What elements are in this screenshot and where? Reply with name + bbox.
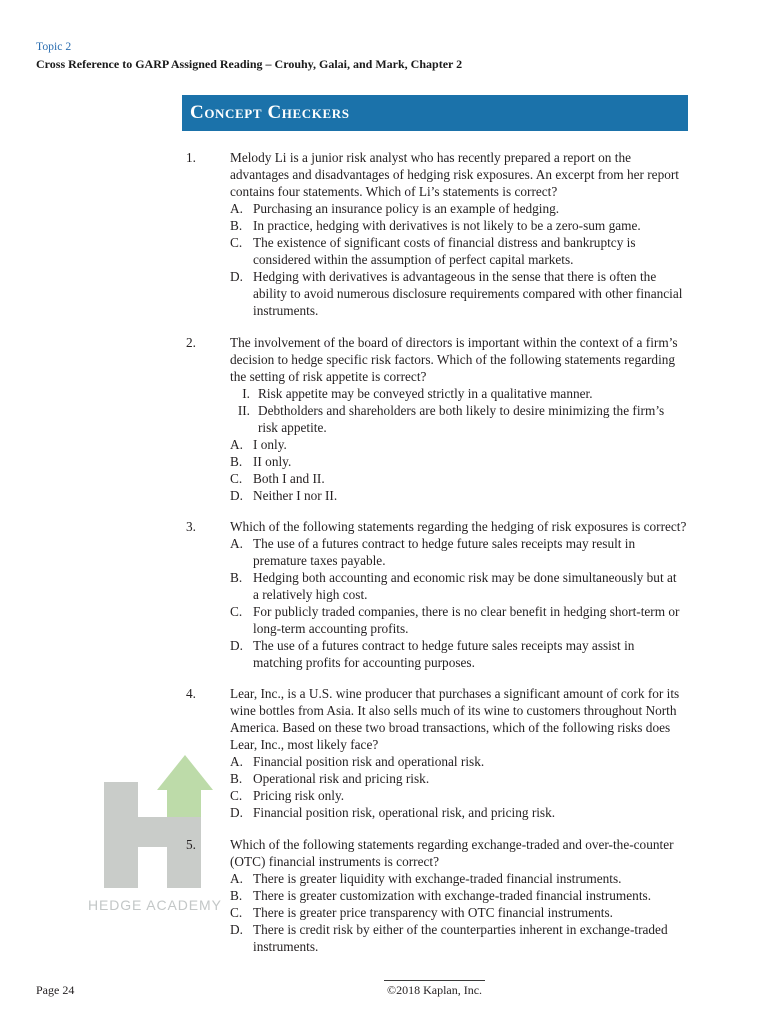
answer-option-c bbox=[230, 904, 674, 921]
question-stem: Melody Li is a junior risk analyst who has recently prepared a report on the advantages and disadvantages of hedging risk exposures. An excerpt from her report contains four statements. Which of Li’s statements is correct? bbox=[230, 150, 679, 199]
statement-text: Risk appetite may be conveyed strictly in a qualitative manner. bbox=[258, 386, 593, 401]
statement-label: I. bbox=[242, 386, 250, 401]
page-number: Page 24 bbox=[36, 983, 75, 997]
question-number: 1. bbox=[186, 150, 196, 165]
question-2 bbox=[186, 334, 678, 504]
answer-option-c bbox=[230, 787, 679, 804]
option-label: A. bbox=[230, 437, 243, 452]
option-text: There is greater liquidity with exchange-traded financial instruments. bbox=[253, 871, 622, 886]
watermark-text: HEDGE ACADEMY bbox=[88, 897, 222, 913]
option-label: B. bbox=[230, 218, 243, 233]
option-text: Financial position risk, operational risk, and pricing risk. bbox=[253, 805, 556, 820]
answer-option-d bbox=[230, 268, 682, 319]
answer-option-d bbox=[230, 804, 679, 821]
statement-i bbox=[230, 385, 678, 402]
option-label: C. bbox=[230, 788, 243, 803]
section-title: Concept Checkers bbox=[190, 102, 350, 123]
option-label: D. bbox=[230, 922, 243, 937]
answer-option-a bbox=[230, 870, 674, 887]
answer-option-a bbox=[230, 200, 682, 217]
option-label: C. bbox=[230, 905, 243, 920]
option-text: Hedging both accounting and economic risk may be done simultaneously but at a relatively high cost. bbox=[253, 570, 677, 602]
option-label: C. bbox=[230, 604, 243, 619]
option-text: For publicly traded companies, there is no clear benefit in hedging short-term or long-term accounting profits. bbox=[253, 604, 680, 636]
option-text: The use of a futures contract to hedge future sales receipts may assist in matching profits for accounting purposes. bbox=[253, 638, 635, 670]
statement-ii bbox=[230, 402, 678, 436]
answer-option-a bbox=[230, 436, 678, 453]
option-text: The existence of significant costs of financial distress and bankruptcy is considered within the assumption of perfect capital markets. bbox=[253, 235, 636, 267]
answer-option-d bbox=[230, 487, 678, 504]
answer-option-d bbox=[230, 637, 686, 671]
option-label: A. bbox=[230, 201, 243, 216]
option-label: C. bbox=[230, 471, 243, 486]
statement-text: Debtholders and shareholders are both likely to desire minimizing the firm’s risk appetite. bbox=[258, 403, 665, 435]
option-label: A. bbox=[230, 754, 243, 769]
question-number: 3. bbox=[186, 519, 196, 534]
option-text: There is greater customization with exchange-traded financial instruments. bbox=[253, 888, 652, 903]
option-label: D. bbox=[230, 638, 243, 653]
cross-reference: Cross Reference to GARP Assigned Reading – Crouhy, Galai, and Mark, Chapter 2 bbox=[36, 57, 463, 71]
option-label: B. bbox=[230, 454, 243, 469]
option-text: I only. bbox=[253, 437, 287, 452]
question-number: 2. bbox=[186, 335, 196, 350]
answer-option-b bbox=[230, 569, 686, 603]
answer-option-a bbox=[230, 753, 679, 770]
option-text: In practice, hedging with derivatives is not likely to be a zero-sum game. bbox=[253, 218, 641, 233]
answer-option-b bbox=[230, 770, 679, 787]
option-label: D. bbox=[230, 269, 243, 284]
question-stem: Which of the following statements regarding exchange-traded and over-the-counter (OTC) financial instruments is correct? bbox=[230, 837, 674, 869]
answer-option-d bbox=[230, 921, 674, 955]
question-1 bbox=[186, 149, 682, 319]
option-text: The use of a futures contract to hedge future sales receipts may result in premature taxes payable. bbox=[253, 536, 636, 568]
option-label: A. bbox=[230, 536, 243, 551]
question-4 bbox=[186, 685, 679, 821]
question-5 bbox=[186, 836, 674, 955]
option-text: Neither I nor II. bbox=[253, 488, 338, 503]
option-text: Pricing risk only. bbox=[253, 788, 345, 803]
option-text: There is greater price transparency with OTC financial instruments. bbox=[253, 905, 613, 920]
option-text: There is credit risk by either of the counterparties inherent in exchange-traded instruments. bbox=[253, 922, 668, 954]
answer-option-a bbox=[230, 535, 686, 569]
question-body bbox=[230, 518, 686, 671]
option-label: B. bbox=[230, 771, 243, 786]
question-number: 5. bbox=[186, 837, 196, 852]
option-text: Both I and II. bbox=[253, 471, 325, 486]
question-body bbox=[230, 685, 679, 821]
answer-option-b bbox=[230, 217, 682, 234]
statement-label: II. bbox=[237, 403, 250, 418]
option-text: Financial position risk and operational risk. bbox=[253, 754, 485, 769]
option-text: Hedging with derivatives is advantageous in the sense that there is often the ability to avoid numerous disclosure requirements compared with other financial instruments. bbox=[253, 269, 683, 318]
answer-option-b bbox=[230, 887, 674, 904]
answer-option-c bbox=[230, 470, 678, 487]
answer-option-c bbox=[230, 603, 686, 637]
option-text: Purchasing an insurance policy is an example of hedging. bbox=[253, 201, 560, 216]
option-label: D. bbox=[230, 805, 243, 820]
option-text: II only. bbox=[253, 454, 292, 469]
question-body bbox=[230, 149, 682, 319]
copyright: ©2018 Kaplan, Inc. bbox=[384, 980, 485, 997]
option-text: Operational risk and pricing risk. bbox=[253, 771, 430, 786]
question-3 bbox=[186, 518, 686, 671]
question-body bbox=[230, 836, 674, 955]
section-banner bbox=[182, 95, 688, 131]
answer-option-c bbox=[230, 234, 682, 268]
question-stem: Lear, Inc., is a U.S. wine producer that purchases a significant amount of cork for its wine bottles from Asia. It also sells much of its wine to customers throughout North America. Based on these two broad transactions, which of the following risks does Lear, Inc., most likely face? bbox=[230, 686, 680, 752]
question-stem: The involvement of the board of directors is important within the context of a firm’s decision to hedge specific risk factors. Which of the following statements regarding the setting of risk appetite is correct? bbox=[230, 335, 678, 384]
option-label: B. bbox=[230, 888, 243, 903]
question-stem: Which of the following statements regarding the hedging of risk exposures is correct? bbox=[230, 519, 687, 534]
option-label: D. bbox=[230, 488, 243, 503]
option-label: C. bbox=[230, 235, 243, 250]
question-number: 4. bbox=[186, 686, 196, 701]
topic-label: Topic 2 bbox=[36, 40, 72, 53]
option-label: B. bbox=[230, 570, 243, 585]
question-body bbox=[230, 334, 678, 504]
answer-option-b bbox=[230, 453, 678, 470]
option-label: A. bbox=[230, 871, 243, 886]
